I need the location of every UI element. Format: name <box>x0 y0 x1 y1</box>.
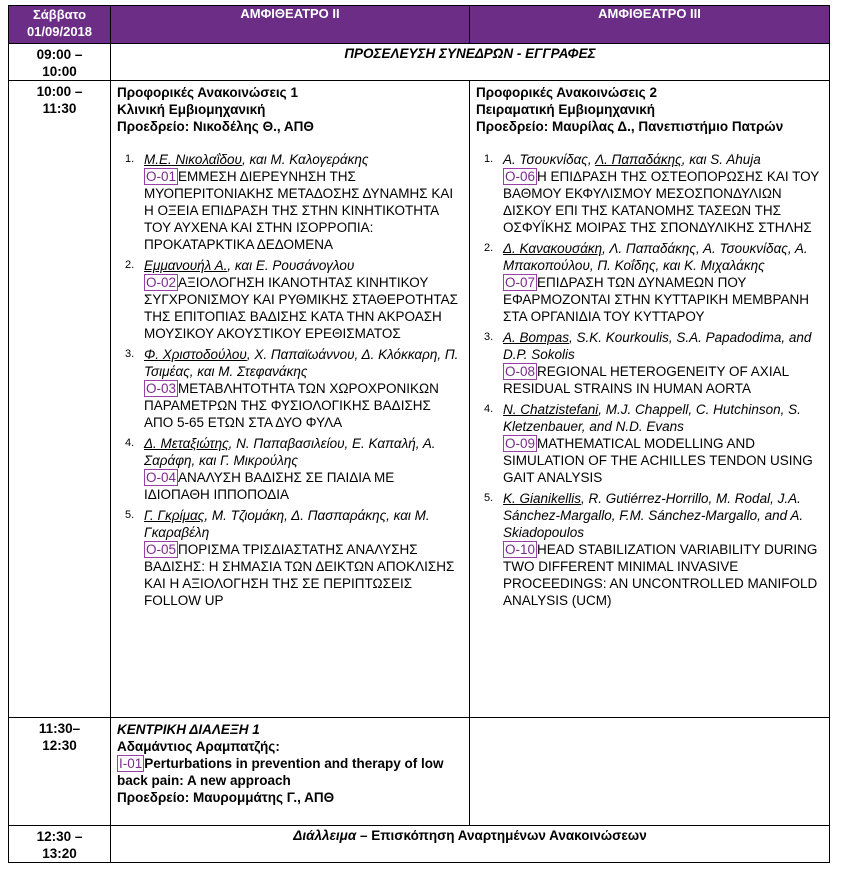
talk-number: 4. <box>484 403 494 415</box>
talk-presenter: Λ. Παπαδάκης <box>595 152 682 167</box>
keynote-empty-cell <box>470 718 830 826</box>
talk-number: 1. <box>125 153 135 165</box>
talk-authors <box>144 257 463 274</box>
talk-presenter: K. Gianikellis <box>503 491 582 506</box>
talk-authors <box>144 507 463 541</box>
talk-coauthors: , Μ. Τζιομάκη, Δ. Πασπαράκης, και Μ. Γκαραβέλη <box>144 508 430 540</box>
talk-title-line <box>144 168 463 253</box>
talk-item <box>476 240 823 325</box>
talk-presenter: Φ. Χριστοδούλου <box>144 347 247 362</box>
session-1-header <box>117 84 463 135</box>
talk-item <box>476 490 823 609</box>
talk-title-line <box>144 274 463 342</box>
talk-coauthors: , R. Gutiérrez-Horrillo, M. Rodal, J.A. Sánchez-Margallo, F.M. Sánchez-Margallo, and A. Skiadopoulos <box>503 491 804 540</box>
amphitheatre-3-header: ΑΜΦΙΘΕΑΤΡΟ ΙΙΙ <box>470 6 830 44</box>
talk-code-link[interactable]: O-07 <box>505 275 536 290</box>
session-2-header <box>476 84 823 135</box>
break-description: – Επισκόπηση Αναρτημένων Ανακοινώσεων <box>356 828 647 843</box>
talk-code-link[interactable]: O-02 <box>146 275 177 290</box>
talk-title-line <box>144 380 463 431</box>
talk-authors <box>503 151 823 168</box>
talk-title: ΑΞΙΟΛΟΓΗΣΗ ΙΚΑΝΟΤΗΤΑΣ ΚΙΝΗΤΙΚΟΥ ΣΥΓΧΡΟΝΙΣΜΟΥ ΚΑΙ ΡΥΘΜΙΚΗΣ ΣΤΑΘΕΡΟΤΗΤΑΣ ΤΗΣ ΕΠΙΤΟΠΙΑΣ ΒΑΔΙΣΗΣ ΚΑΤΑ ΤΗΝ ΑΚΡΟΑΣΗ ΜΟΥΣΙΚΟΥ ΑΚΟΥΣΤΙΚΟΥ ΕΡΕΘΙΣΜΑΤΟΣ <box>144 275 458 341</box>
talk-coauthors: , Χ. Παπαϊωάννου, Δ. Κλόκκαρη, Π. Τσιμέας, και Μ. Στεφανάκης <box>144 347 459 379</box>
orals-time: 10:00 – 11:30 <box>9 81 111 718</box>
talk-authors <box>503 490 823 541</box>
break-label: Διάλλειμα <box>293 828 357 843</box>
session-2-title: Προφορικές Ανακοινώσεις 2 <box>476 85 657 100</box>
talk-coauthors: , και Ε. Ρουσάνογλου <box>227 258 355 273</box>
talk-title-line <box>503 541 823 609</box>
talk-title: MATHEMATICAL MODELLING AND SIMULATION OF THE ACHILLES TENDON USING GAIT ANALYSIS <box>503 436 813 485</box>
keynote-cell <box>111 718 470 826</box>
session-1-cell <box>111 81 470 718</box>
talk-number: 5. <box>484 492 494 504</box>
talk-coauthors: , M.J. Chappell, C. Hutchinson, S. Kletzenbauer, and N.D. Evans <box>503 402 801 434</box>
talk-coauthors: , και S. Ahuja <box>681 152 761 167</box>
break-row <box>9 826 830 863</box>
talk-coauthors: , Λ. Παπαδάκης, Α. Τσουκνίδας, Α. Μπακοπούλου, Π. Κοΐδης, και Κ. Μιχαλάκης <box>503 241 808 273</box>
talk-title-line <box>144 469 463 503</box>
talk-number: 4. <box>125 437 135 449</box>
talk-coauthors: , και Μ. Καλογεράκης <box>241 152 369 167</box>
arrival-text: ΠΡΟΣΕΛΕΥΣΗ ΣΥΝΕΔΡΩΝ - ΕΓΓΡΑΦΕΣ <box>111 44 830 81</box>
talk-title-line <box>503 363 823 397</box>
session-2-chair: Προεδρείο: Μαυρίλας Δ., Πανεπιστήμιο Πατρών <box>476 119 784 134</box>
talk-title: HEAD STABILIZATION VARIABILITY DURING TWO DIFFERENT MINIMAL INVASIVE PROCEEDINGS: AN UNCONTROLLED MANIFOLD ANALYSIS (UCM) <box>503 542 818 608</box>
talk-code-link[interactable]: O-06 <box>505 169 536 184</box>
talk-code-link[interactable]: O-09 <box>505 436 536 451</box>
talk-title-line <box>144 541 463 609</box>
talk-code-link[interactable]: O-04 <box>146 470 177 485</box>
break-time: 12:30 – 13:20 <box>9 826 111 863</box>
keynote-row <box>9 718 830 826</box>
talk-title-line <box>503 168 823 236</box>
break-text <box>111 826 830 863</box>
talk-item <box>117 346 463 431</box>
talk-authors <box>503 401 823 435</box>
arrival-row <box>9 44 830 81</box>
talk-item <box>476 401 823 486</box>
talk-item <box>117 507 463 609</box>
keynote-title: ΚΕΝΤΡΙΚΗ ΔΙΑΛΕΞΗ 1 <box>117 722 260 737</box>
talk-authors <box>144 435 463 469</box>
keynote-time: 11:30– 12:30 <box>9 718 111 826</box>
talk-code-link[interactable]: O-08 <box>505 364 536 379</box>
talk-title: ΜΕΤΑΒΛΗΤΟΤΗΤΑ ΤΩΝ ΧΩΡΟΧΡΟΝΙΚΩΝ ΠΑΡΑΜΕΤΡΩΝ ΤΗΣ ΦΥΣΙΟΛΟΓΙΚΗΣ ΒΑΔΙΣΗΣ ΑΠΟ 5-65 ΕΤΩΝ ΣΤΑ ΔΥΟ ΦΥΛΑ <box>144 381 439 430</box>
talk-title-line <box>503 435 823 486</box>
keynote-talk-title: Perturbations in prevention and therapy of low back pain: A new approach <box>117 756 444 788</box>
schedule-table <box>8 5 830 863</box>
talk-item <box>117 435 463 503</box>
talk-item <box>476 329 823 397</box>
talk-title: ΕΜΜΕΣΗ ΔΙΕΡΕΥΝΗΣΗ ΤΗΣ ΜΥΟΠΕΡΙΤΟΝΙΑΚΗΣ ΜΕΤΑΔΟΣΗΣ ΔΥΝΑΜΗΣ ΚΑΙ Η ΟΞΕΙΑ ΕΠΙΔΡΑΣΗ ΤΗΣ ΣΤΗΝ ΚΙΝΗΤΙΚΟΤΗΤΑ ΤΟΥ ΑΥΧΕΝΑ ΚΑΙ ΣΤΗΝ ΙΣΟΡΡΟΠΙΑ: ΠΡΟΚΑΤΑΡΚΤΙΚΑ ΔΕΔΟΜΕΝΑ <box>144 169 454 252</box>
talk-title: ΠΟΡΙΣΜΑ ΤΡΙΣΔΙΑΣΤΑΤΗΣ ΑΝΑΛΥΣΗΣ ΒΑΔΙΣΗΣ: Η ΣΗΜΑΣΙΑ ΤΩΝ ΔΕΙΚΤΩΝ ΑΠΟΚΛΙΣΗΣ ΚΑΙ Η ΑΞΙΟΛΟΓΗΣΗ ΤΗΣ ΣΕ ΠΕΡΙΠΤΩΣΕΙΣ FOLLOW UP <box>144 542 455 608</box>
talk-presenter: Μ.Ε. Νικολαΐδου <box>144 152 242 167</box>
talk-coauthor-lead: Α. Τσουκνίδας, <box>503 152 596 167</box>
day-label: Σάββατο 01/09/2018 <box>9 6 111 44</box>
talk-presenter: Γ. Γκρίμας <box>144 508 205 523</box>
session-1-talk-list <box>117 151 463 609</box>
talk-code-link[interactable]: O-05 <box>146 542 177 557</box>
talk-presenter: Δ. Μεταξιώτης <box>144 436 229 451</box>
talk-item <box>117 257 463 342</box>
talk-title: REGIONAL HETEROGENEITY OF AXIAL RESIDUAL STRAINS IN HUMAN AORTA <box>503 364 789 396</box>
session-1-title: Προφορικές Ανακοινώσεις 1 <box>117 85 298 100</box>
talk-presenter: Δ. Κανακουσάκη <box>503 241 603 256</box>
session-1-topic: Κλινική Εμβιομηχανική <box>117 102 266 117</box>
talk-authors <box>144 151 463 168</box>
session-2-talk-list <box>476 151 823 609</box>
talk-number: 1. <box>484 153 494 165</box>
header-row <box>9 6 830 44</box>
talk-code-link[interactable]: O-03 <box>146 381 177 396</box>
keynote-code-link[interactable]: I-01 <box>119 756 143 771</box>
keynote-speaker: Αδαμάντιος Αραμπατζής: <box>117 739 280 754</box>
talk-coauthors: , Ν. Παπαβασιλείου, Ε. Καπαλή, Α. Σαράφη, και Γ. Μικρούλης <box>144 436 436 468</box>
session-2-topic: Πειραματική Εμβιομηχανική <box>476 102 656 117</box>
talk-title-line <box>503 274 823 325</box>
talk-number: 3. <box>125 348 135 360</box>
talk-title: Η ΕΠΙΔΡΑΣΗ ΤΗΣ ΟΣΤΕΟΠΟΡΩΣΗΣ ΚΑΙ ΤΟΥ ΒΑΘΜΟΥ ΕΚΦΥΛΙΣΜΟΥ ΜΕΣΟΣΠΟΝΔΥΛΙΩΝ ΔΙΣΚΟΥ ΕΠΙ ΤΗΣ ΚΑΤΑΝΟΜΗΣ ΤΑΣΕΩΝ ΤΗΣ ΟΣΦΥΪΚΗΣ ΜΟΙΡΑΣ ΤΗΣ ΣΠΟΝΔΥΛΙΚΗΣ ΣΤΗΛΗΣ <box>503 169 819 235</box>
talk-presenter: A. Bompas <box>503 330 570 345</box>
talk-code-link[interactable]: O-10 <box>505 542 536 557</box>
orals-row <box>9 81 830 718</box>
keynote-talk <box>117 755 463 789</box>
talk-item <box>117 151 463 253</box>
talk-item <box>476 151 823 236</box>
talk-coauthors: , S.K. Kourkoulis, S.A. Papadodima, and D.P. Sokolis <box>503 330 812 362</box>
talk-authors <box>144 346 463 380</box>
session-1-chair: Προεδρείο: Νικοδέλης Θ., ΑΠΘ <box>117 119 314 134</box>
keynote-chair: Προεδρείο: Μαυρομμάτης Γ., ΑΠΘ <box>117 790 335 805</box>
session-2-cell <box>470 81 830 718</box>
talk-title: ΕΠΙΔΡΑΣΗ ΤΩΝ ΔΥΝΑΜΕΩΝ ΠΟΥ ΕΦΑΡΜΟΖΟΝΤΑΙ ΣΤΗΝ ΚΥΤΤΑΡΙΚΗ ΜΕΜΒΡΑΝΗ ΣΤΑ ΟΡΓΑΝΙΔΙΑ ΤΟΥ ΚΥΤΤΑΡΟΥ <box>503 275 809 324</box>
talk-number: 2. <box>125 259 135 271</box>
talk-code-link[interactable]: O-01 <box>146 169 177 184</box>
talk-number: 3. <box>484 331 494 343</box>
talk-authors <box>503 329 823 363</box>
arrival-time: 09:00 – 10:00 <box>9 44 111 81</box>
talk-presenter: N. Chatzistefani <box>503 402 599 417</box>
talk-authors <box>503 240 823 274</box>
talk-title: ΑΝΑΛΥΣΗ ΒΑΔΙΣΗΣ ΣΕ ΠΑΙΔΙΑ ΜΕ ΙΔΙΟΠΑΘΗ ΙΠΠΟΠΟΔΙΑ <box>144 470 395 502</box>
talk-presenter: Εμμανουήλ Α. <box>144 258 228 273</box>
talk-number: 2. <box>484 242 494 254</box>
amphitheatre-2-header: ΑΜΦΙΘΕΑΤΡΟ ΙΙ <box>111 6 470 44</box>
talk-number: 5. <box>125 509 135 521</box>
